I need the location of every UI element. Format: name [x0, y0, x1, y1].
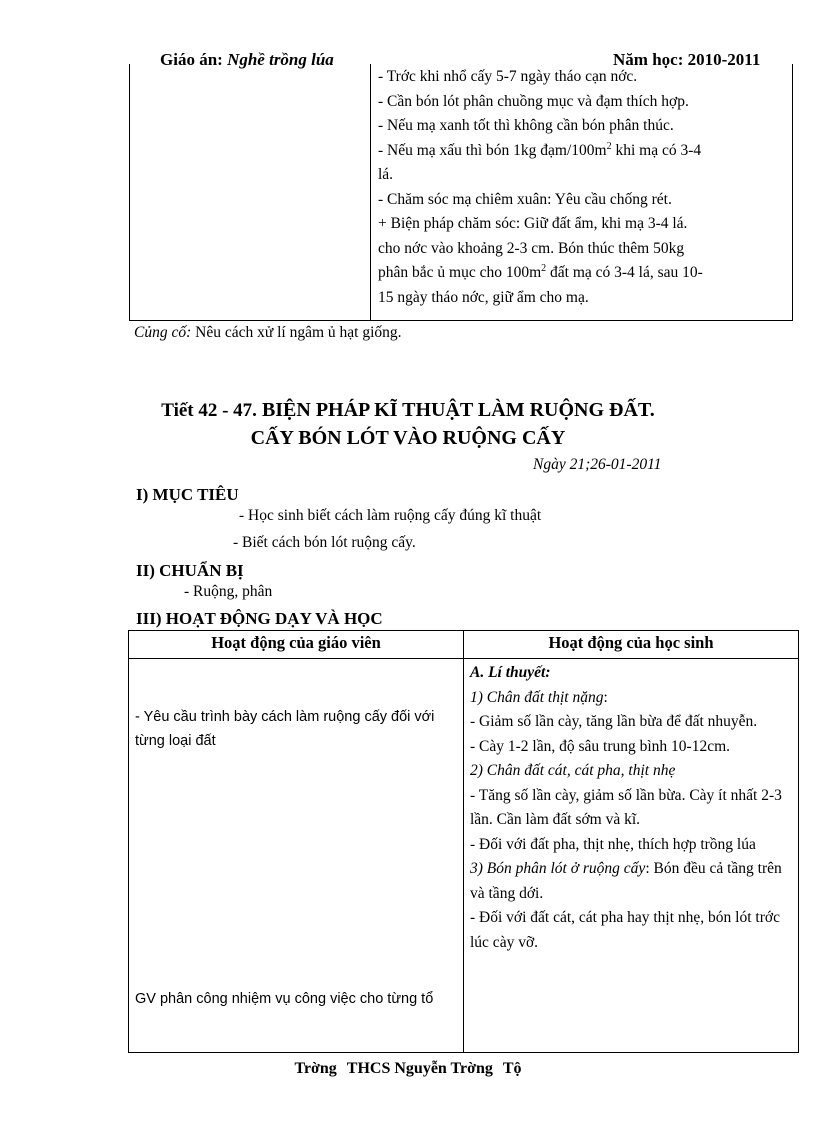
cell-line: + Biện pháp chăm sóc: Giữ đất ẩm, khi mạ 3-4 lá.: [378, 215, 688, 232]
student-line: - Giảm số lần cày, tăng lần bừa để đất nhuyễn.: [470, 713, 758, 730]
student-column-header: Hoạt động của học sinh: [548, 633, 714, 652]
cell-line: lá.: [378, 166, 394, 183]
header-school-year: Năm học: 2010-2011: [613, 50, 761, 69]
header-label: Giáo án:: [160, 50, 223, 69]
superscript: 2: [606, 140, 612, 152]
consolidation-label: Củng cố:: [134, 324, 192, 341]
consolidation-text: Nêu cách xử lí ngâm ủ hạt giống.: [191, 324, 402, 341]
cell-line: - Trớc khi nhổ cấy 5-7 ngày tháo cạn nớc.: [378, 68, 638, 85]
lesson-date: Ngày 21;26-01-2011: [533, 456, 662, 473]
superscript: 2: [541, 263, 547, 274]
cell-line: phân bắc ủ mục cho $100m^2$ đất mạ có 3-4 lá, sau 10-: [378, 263, 703, 281]
objective-item: - Biết cách bón lót ruộng cấy.: [233, 534, 416, 551]
teacher-activity: - Yêu cầu trình bày cách làm ruộng cấy đối với từng loại đất: [135, 709, 435, 749]
activities-table: [128, 630, 799, 1053]
column-divider: [463, 631, 464, 1052]
student-activity: [470, 661, 796, 955]
header-subject-name: Nghề trồng lúa: [227, 50, 334, 69]
subheading: 3) Bón phân lót ở ruộng cấy: Bón đều cả tầng trên và tầng dới.: [470, 860, 782, 902]
objective-item: - Học sinh biết cách làm ruộng cấy đúng kĩ thuật: [239, 507, 542, 524]
subheading: 1) Chân đất thịt nặng:: [470, 688, 608, 706]
footer-school-name: Trờng THCS Nguyễn Trờng Tộ: [294, 1060, 522, 1077]
student-line: - Cày 1-2 lần, độ sâu trung bình 10-12cm.: [470, 737, 731, 755]
preparation-item: - Ruộng, phân: [184, 583, 273, 600]
lesson-title-line-2: CẤY BÓN LÓT VÀO RUỘNG CẤY: [250, 427, 566, 449]
consolidation-note: [134, 324, 402, 342]
cell-line: 15 ngày tháo nớc, giữ ẩm cho mạ.: [378, 288, 589, 306]
lesson-title-text: BIỆN PHÁP KĨ THUẬT LÀM RUỘNG ĐẤT.: [256, 399, 655, 421]
previous-lesson-table-continuation: [129, 64, 793, 321]
seedling-care-cell: [378, 65, 786, 310]
lesson-period: Tiết 42 - 47.: [161, 400, 257, 421]
cell-line: - Nếu mạ xanh tốt thì không cần bón phân thúc.: [378, 117, 674, 134]
subheading: 2) Chân đất cát, cát pha, thịt nhẹ: [470, 762, 676, 779]
cell-line: cho nớc vào khoảng 2-3 cm. Bón thúc thêm 50kg: [378, 239, 685, 257]
cell-line: - Cần bón lót phân chuồng mục và đạm thích hợp.: [378, 92, 689, 110]
theory-heading: A. Lí thuyết:: [470, 664, 551, 681]
preparation-heading: II) CHUẨN BỊ: [136, 561, 244, 580]
cell-line: - Nếu mạ xấu thì bón 1kg đạm/$100m^2$ khi mạ có 3-4: [378, 140, 702, 159]
student-line: - Tăng số lần cày, giảm số lần bừa. Cày ít nhất 2-3 lần. Cần làm đất sớm và kĩ.: [470, 786, 782, 828]
cell-line: - Chăm sóc mạ chiêm xuân: Yêu cầu chống rét.: [378, 190, 672, 208]
student-line: - Đối với đất cát, cát pha hay thịt nhẹ, bón lót trớc lúc cày vỡ.: [470, 909, 780, 951]
column-divider: [370, 64, 371, 320]
teacher-column-header: Hoạt động của giáo viên: [211, 633, 381, 652]
student-line: - Đối với đất pha, thịt nhẹ, thích hợp trồng lúa: [470, 835, 756, 853]
activities-heading: III) HOẠT ĐỘNG DẠY VÀ HỌC: [136, 609, 383, 628]
header-divider: [129, 658, 798, 659]
lesson-title-line-1: [0, 399, 816, 422]
objectives-heading: I) MỤC TIÊU: [136, 485, 239, 504]
teacher-activity: GV phân công nhiệm vụ công việc cho từng tổ: [135, 991, 434, 1007]
